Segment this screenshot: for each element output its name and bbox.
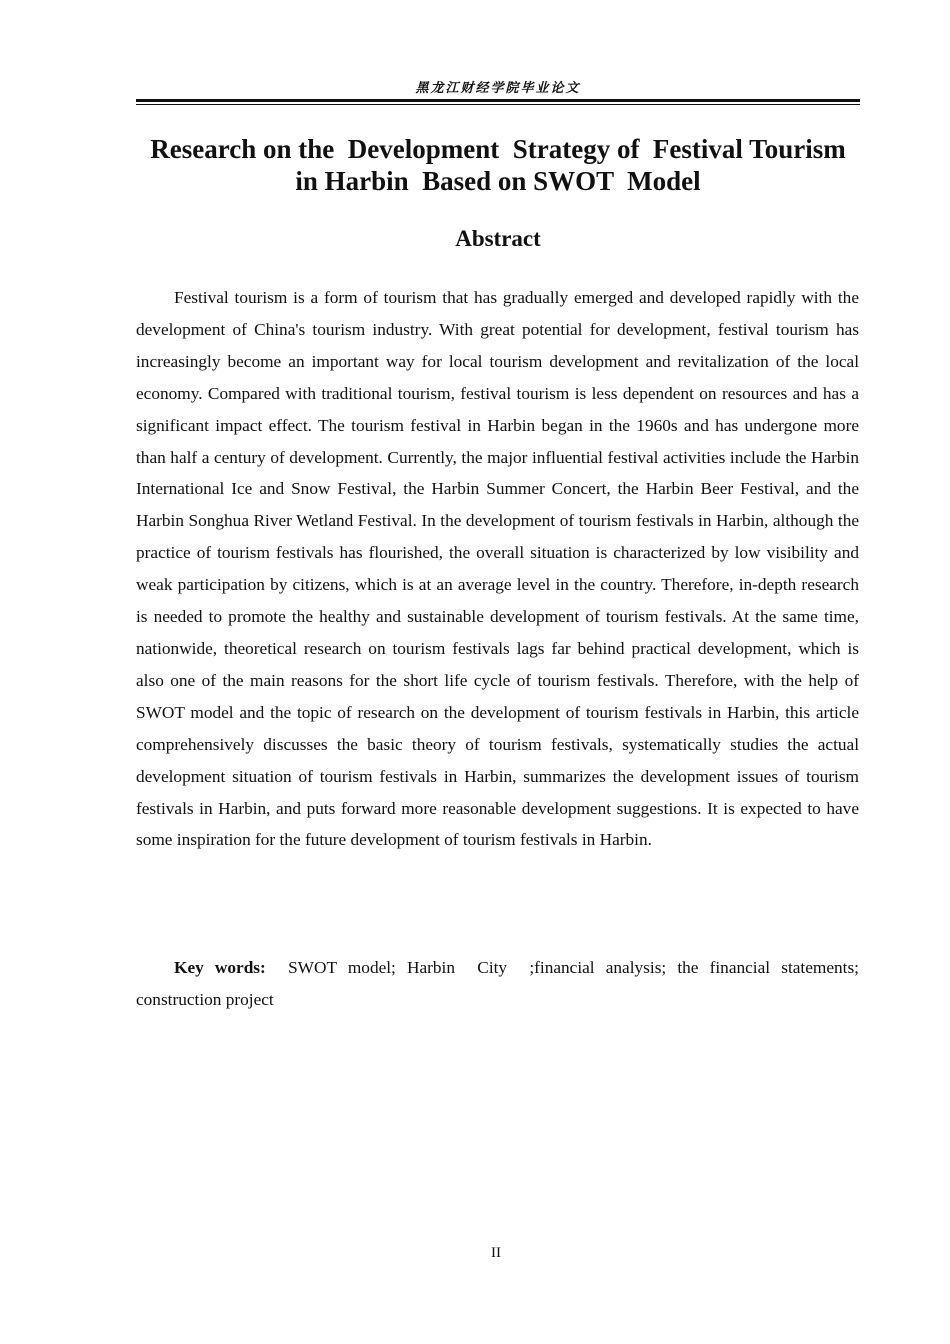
header-rule-thin bbox=[136, 104, 860, 105]
keywords-text: SWOT model; Harbin City ;financial analysis; the financial statements; construction project bbox=[136, 958, 864, 1009]
keywords-label: Key words: bbox=[174, 958, 266, 977]
header-rule-thick bbox=[136, 99, 860, 102]
abstract-paragraph: Festival tourism is a form of tourism that has gradually emerged and developed rapidly with the development of China's tourism industry. With great potential for development, festival tourism has increasingly become an important way for local tourism development and revitalization of the local economy. Compared with traditional tourism, festival tourism is less dependent on resources and has a significant impact effect. The tourism festival in Harbin began in the 1960s and has undergone more than half a century of development. Currently, the major influential festival activities include the Harbin International Ice and Snow Festival, the Harbin Summer Concert, the Harbin Beer Festival, and the Harbin Songhua River Wetland Festival. In the development of tourism festivals in Harbin, although the practice of tourism festivals has flourished, the overall situation is characterized by low visibility and weak participation by citizens, which is at an average level in the country. Therefore, in-depth research is needed to promote the healthy and sustainable development of tourism festivals. At the same time, nationwide, theoretical research on tourism festivals lags far behind practical development, which is also one of the main reasons for the short life cycle of tourism festivals. Therefore, with the help of SWOT model and the topic of research on the development of tourism festivals in Harbin, this article comprehensively discusses the basic theory of tourism festivals, systematically studies the actual development situation of tourism festivals in Harbin, summarizes the development issues of tourism festivals in Harbin, and puts forward more reasonable development suggestions. It is expected to have some inspiration for the future development of tourism festivals in Harbin. bbox=[136, 288, 859, 850]
keywords-paragraph bbox=[136, 952, 864, 1016]
page-number: II bbox=[491, 1245, 501, 1261]
running-header: 黑龙江财经学院毕业论文 bbox=[415, 81, 581, 96]
abstract-heading: Abstract bbox=[455, 226, 541, 251]
document-title: Research on the Development Strategy of Festival Tourism in Harbin Based on SWOT Model bbox=[150, 134, 853, 196]
